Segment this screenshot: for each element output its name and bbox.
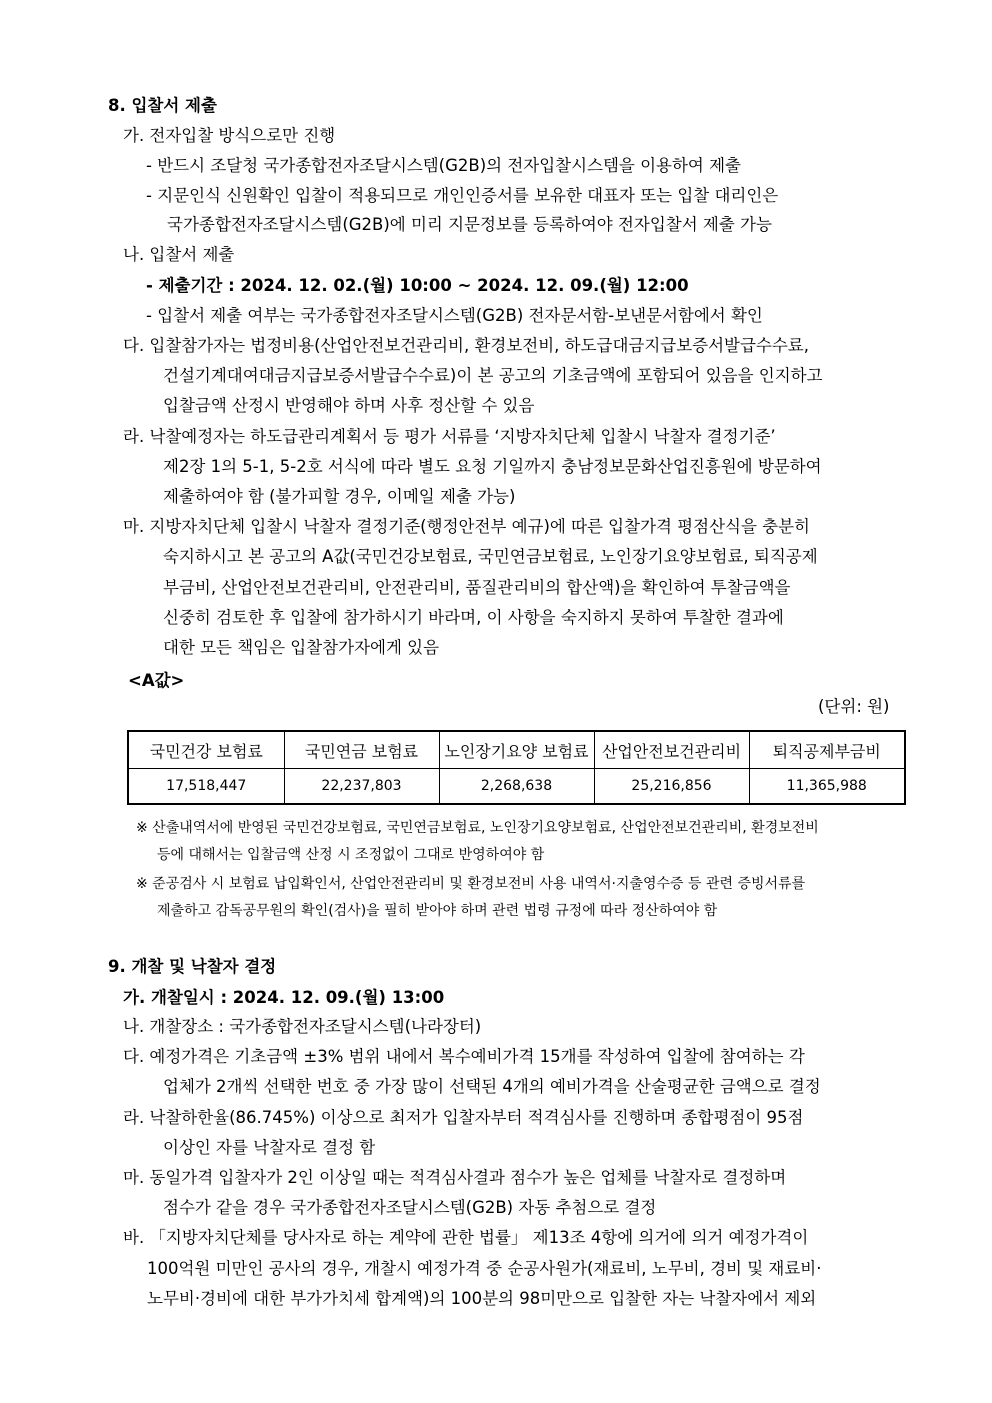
note-2-line1: ※ 준공검사 시 보험료 납입확인서, 산업안전관리비 및 환경보전비 사용 내역서·지출영수증 등 관련 증빙서류를 xyxy=(136,876,806,892)
premium-table-header-row xyxy=(128,731,905,769)
s9-item-e-line2: 점수가 같을 경우 국가종합전자조달시스템(G2B) 자동 추첨으로 결정 xyxy=(163,1198,657,1217)
s9-item-d-line1: 라. 낙찰하한율(86.745%) 이상으로 최저가 입찰자부터 적격심사를 진행하며 종합평점이 95점 xyxy=(123,1108,804,1127)
s8-item-d-line2: 제2장 1의 5-1, 5-2호 서식에 따라 별도 요청 기일까지 충남정보문화산업진흥원에 방문하여 xyxy=(163,457,822,476)
value-pension-insurance: 22,237,803 xyxy=(284,769,439,805)
s9-item-d-line2: 이상인 자를 낙찰자로 결정 함 xyxy=(163,1138,376,1157)
s8-item-a2-line2: 국가종합전자조달시스템(G2B)에 미리 지문정보를 등록하여야 전자입찰서 제출 가능 xyxy=(167,215,772,234)
s8-item-e-line2: 숙지하시고 본 공고의 A값(국민건강보험료, 국민연금보험료, 노인장기요양보험료, 퇴직공제 xyxy=(163,547,818,566)
s8-item-b: 나. 입찰서 제출 xyxy=(123,245,235,264)
premium-table-value-row xyxy=(128,769,905,805)
header-longterm-care-insurance: 노인장기요양 보험료 xyxy=(439,731,594,769)
s9-item-f-line2: 100억원 미만인 공사의 경우, 개찰시 예정가격 중 순공사원가(재료비, 노무비, 경비 및 재료비· xyxy=(147,1259,822,1278)
s8-item-a: 가. 전자입찰 방식으로만 진행 xyxy=(123,126,336,145)
s8-item-e-line1: 마. 지방자치단체 입찰시 낙찰자 결정기준(행정안전부 예규)에 따른 입찰가격 평점산식을 충분히 xyxy=(123,517,810,536)
s9-item-e-line1: 마. 동일가격 입찰자가 2인 이상일 때는 적격심사결과 점수가 높은 업체를 낙찰자로 결정하며 xyxy=(123,1168,787,1187)
s8-item-d-line1: 라. 낙찰예정자는 하도급관리계획서 등 평가 서류를 ‘지방자치단체 입찰시 낙찰자 결정기준’ xyxy=(123,427,776,446)
s8-item-b2: - 입찰서 제출 여부는 국가종합전자조달시스템(G2B) 전자문서함-보낸문서함에서 확인 xyxy=(146,306,763,325)
s8-item-e-line3: 부금비, 산업안전보건관리비, 안전관리비, 품질관리비의 합산액)을 확인하여 투찰금액을 xyxy=(163,578,791,597)
s8-item-e-line5: 대한 모든 책임은 입찰참가자에게 있음 xyxy=(163,638,440,657)
note-1-line1: ※ 산출내역서에 반영된 국민건강보험료, 국민연금보험료, 노인장기요양보험료, 산업안전보건관리비, 환경보전비 xyxy=(136,820,819,836)
value-retirement-deduction: 11,365,988 xyxy=(749,769,905,805)
premium-table xyxy=(127,730,906,805)
header-health-insurance: 국민건강 보험료 xyxy=(128,731,284,769)
value-safety-health-cost: 25,216,856 xyxy=(594,769,749,805)
header-retirement-deduction: 퇴직공제부금비 xyxy=(749,731,905,769)
note-2-line2: 제출하고 감독공무원의 확인(검사)을 필히 받아야 하며 관련 법령 규정에 따라 정산하여야 함 xyxy=(157,903,718,919)
section-8-title: 8. 입찰서 제출 xyxy=(108,96,217,115)
s8-item-a1: - 반드시 조달청 국가종합전자조달시스템(G2B)의 전자입찰시스템을 이용하여 제출 xyxy=(146,156,741,175)
header-pension-insurance: 국민연금 보험료 xyxy=(284,731,439,769)
header-safety-health-cost: 산업안전보건관리비 xyxy=(594,731,749,769)
s8-item-c-line2: 건설기계대여대금지급보증서발급수수료)이 본 공고의 기초금액에 포함되어 있음을 인지하고 xyxy=(163,366,823,385)
s9-item-a: 가. 개찰일시 : 2024. 12. 09.(월) 13:00 xyxy=(123,988,445,1007)
value-longterm-care-insurance: 2,268,638 xyxy=(439,769,594,805)
s8-item-c-line3: 입찰금액 산정시 반영해야 하며 사후 정산할 수 있음 xyxy=(163,396,535,415)
section-9-title: 9. 개찰 및 낙찰자 결정 xyxy=(108,957,277,976)
unit-label: (단위: 원) xyxy=(818,697,890,716)
s8-item-a2-line1: - 지문인식 신원확인 입찰이 적용되므로 개인인증서를 보유한 대표자 또는 입찰 대리인은 xyxy=(146,186,779,205)
s8-item-e-line4: 신중히 검토한 후 입찰에 참가하시기 바라며, 이 사항을 숙지하지 못하여 투찰한 결과에 xyxy=(163,608,784,627)
s9-item-c-line1: 다. 예정가격은 기초금액 ±3% 범위 내에서 복수예비가격 15개를 작성하여 입찰에 참여하는 각 xyxy=(123,1047,805,1066)
s8-item-d-line3: 제출하여야 함 (불가피할 경우, 이메일 제출 가능) xyxy=(163,487,516,506)
s9-item-f-line1: 바. 「지방자치단체를 당사자로 하는 계약에 관한 법률」 제13조 4항에 의거에 의거 예정가격이 xyxy=(123,1228,809,1247)
s9-item-f-line3: 노무비·경비에 대한 부가가치세 합계액)의 100분의 98미만으로 입찰한 자는 낙찰자에서 제외 xyxy=(147,1289,817,1308)
a-value-label: <A값> xyxy=(128,671,185,690)
note-1-line2: 등에 대해서는 입찰금액 산정 시 조정없이 그대로 반영하여야 함 xyxy=(157,847,545,863)
s8-item-b1: - 제출기간 : 2024. 12. 02.(월) 10:00 ~ 2024. 12. 09.(월) 12:00 xyxy=(146,276,689,295)
value-health-insurance: 17,518,447 xyxy=(128,769,284,805)
s9-item-c-line2: 업체가 2개씩 선택한 번호 중 가장 많이 선택된 4개의 예비가격을 산술평균한 금액으로 결정 xyxy=(163,1077,821,1096)
s9-item-b: 나. 개찰장소 : 국가종합전자조달시스템(나라장터) xyxy=(123,1017,482,1036)
s8-item-c-line1: 다. 입찰참가자는 법정비용(산업안전보건관리비, 환경보전비, 하도급대금지급보증서발급수수료, xyxy=(123,336,809,355)
